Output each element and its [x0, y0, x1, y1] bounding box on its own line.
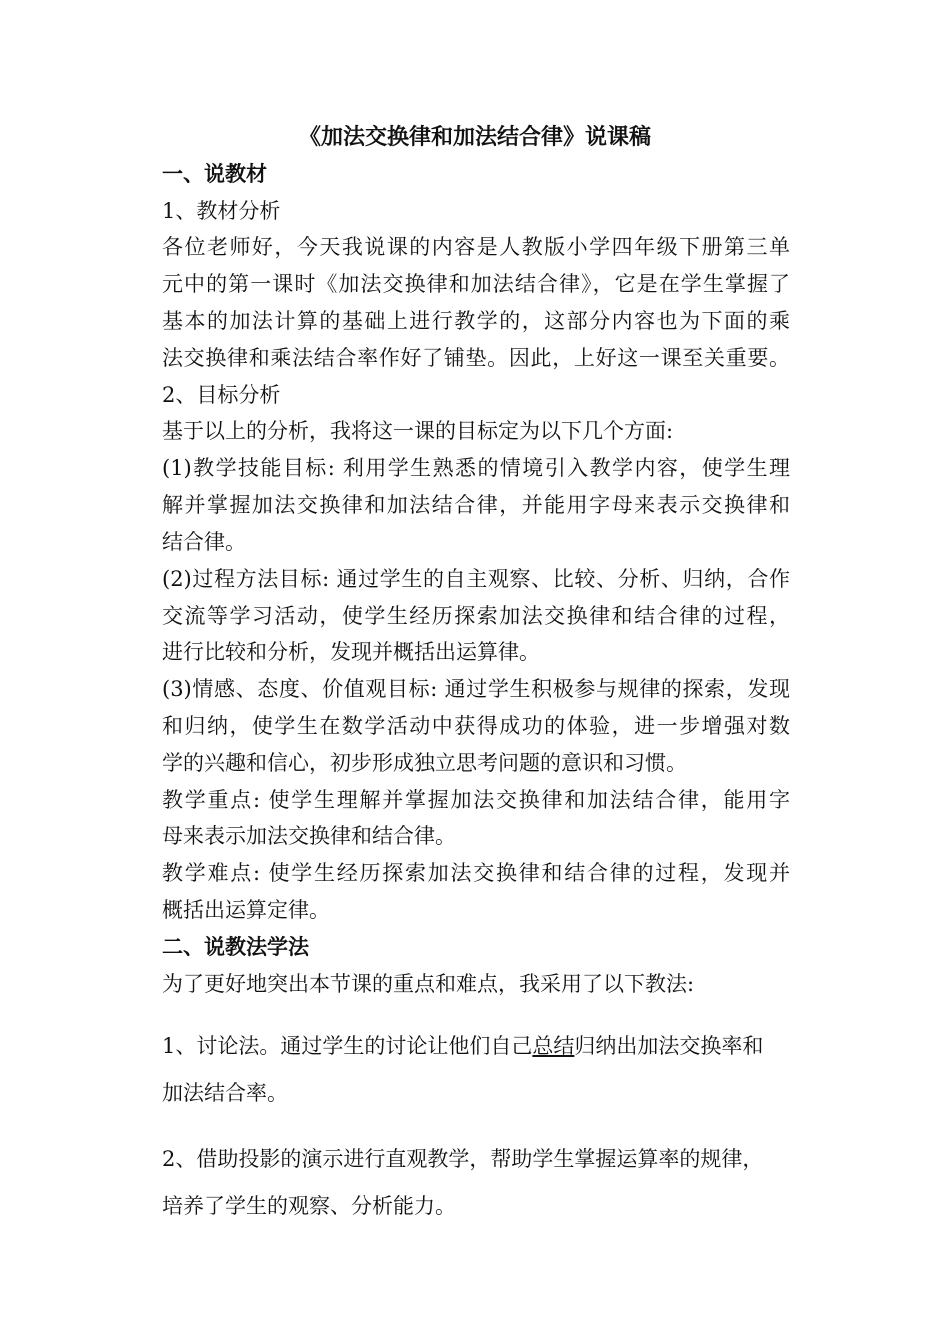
goal-line: 交流等学习活动，使学生经历探索加法交换律和结合律的过程，: [162, 604, 790, 628]
section-heading-textbook: 一、说教材: [162, 162, 267, 186]
section-heading-methods: 二、说教法学法: [162, 935, 309, 959]
method-1-line: [162, 1031, 790, 1061]
method-1-text-a: 1、讨论法。通过学生的讨论让他们自己: [162, 1034, 533, 1058]
goal-line: (1)教学技能目标: 利用学生熟悉的情境引入教学内容，使学生理: [162, 456, 790, 480]
paragraph-line: 元中的第一课时《加法交换律和加法结合律》，它是在学生掌握了: [162, 272, 790, 296]
goal-line: 解并掌握加法交换律和加法结合律，并能用字母来表示交换律和: [162, 493, 790, 517]
goal-line: 结合律。: [162, 530, 246, 554]
method-1-line-2: 加法结合率。: [162, 1081, 288, 1105]
difficult-point-line: 教学难点: 使学生经历探索加法交换律和结合律的过程，发现并: [162, 861, 790, 885]
method-2-line: 2、借助投影的演示进行直观教学，帮助学生掌握运算率的规律，: [162, 1147, 764, 1171]
key-point-line: 母来表示加法交换律和结合律。: [162, 824, 456, 848]
method-1-underlined-text: 总结: [532, 1034, 575, 1058]
difficult-point-line: 概括出运算定律。: [162, 898, 330, 922]
document-title: 《加法交换律和加法结合律》说课稿: [298, 124, 651, 150]
goal-line: 和归纳，使学生在数学活动中获得成功的体验，进一步增强对数: [162, 714, 790, 738]
goal-line: 学的兴趣和信心，初步形成独立思考问题的意识和习惯。: [162, 751, 687, 775]
subheading-textbook-analysis: 1、教材分析: [162, 199, 281, 223]
paragraph-line: 基本的加法计算的基础上进行教学的，这部分内容也为下面的乘: [162, 309, 790, 333]
method-2-line-2: 培养了学生的观察、分析能力。: [162, 1194, 456, 1218]
paragraph-line: 基于以上的分析，我将这一课的目标定为以下几个方面:: [162, 419, 674, 443]
goal-line: 进行比较和分析，发现并概括出运算律。: [162, 640, 540, 664]
goal-line: (3)情感、态度、价值观目标: 通过学生积极参与规律的探索，发现: [162, 677, 790, 701]
method-1-text-b: 归纳出加法交换率和: [574, 1034, 764, 1058]
goal-line: (2)过程方法目标: 通过学生的自主观察、比较、分析、归纳，合作: [162, 567, 790, 591]
paragraph-line: 各位老师好，今天我说课的内容是人教版小学四年级下册第三单: [162, 235, 790, 259]
paragraph-line: 法交换律和乘法结合率作好了铺垫。因此，上好这一课至关重要。: [162, 346, 790, 370]
paragraph-line: 为了更好地突出本节课的重点和难点，我采用了以下教法:: [162, 972, 695, 996]
subheading-goal-analysis: 2、目标分析: [162, 383, 281, 407]
key-point-line: 教学重点: 使学生理解并掌握加法交换律和加法结合律，能用字: [162, 788, 790, 812]
